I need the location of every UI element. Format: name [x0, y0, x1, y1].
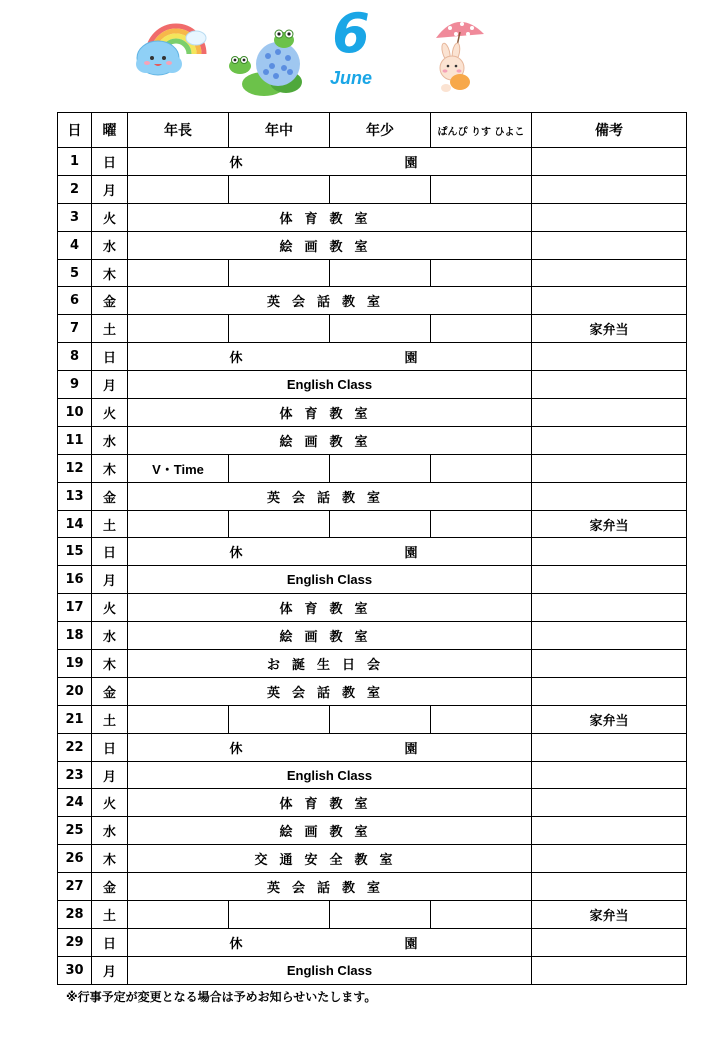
event-cell: 交通安全教室: [128, 845, 532, 873]
event-cell: 体育教室: [128, 789, 532, 817]
notes-cell: [532, 733, 687, 761]
table-row: [58, 371, 687, 399]
table-row: [58, 956, 687, 984]
notes-cell: [532, 175, 687, 203]
notes-cell: [532, 399, 687, 427]
nensho-cell: [330, 510, 431, 538]
notes-cell: [532, 622, 687, 650]
weekday: 月: [92, 371, 128, 399]
weekday: 水: [92, 231, 128, 259]
col-nenchu: 年中: [229, 113, 330, 148]
weekday: 木: [92, 259, 128, 287]
table-row: [58, 148, 687, 176]
day-number: 11: [58, 426, 92, 454]
younger-cell: [431, 705, 532, 733]
nensho-cell: [330, 259, 431, 287]
nencho-cell: V・Time: [128, 454, 229, 482]
notes-cell: 家弁当: [532, 315, 687, 343]
table-row: [58, 399, 687, 427]
table-row: [58, 733, 687, 761]
notes-cell: [532, 538, 687, 566]
event-cell: 絵画教室: [128, 426, 532, 454]
notes-cell: 家弁当: [532, 705, 687, 733]
table-row: [58, 677, 687, 705]
table-row: [58, 650, 687, 678]
month-number: 6: [332, 2, 370, 65]
event-cell: English Class: [128, 566, 532, 594]
weekday: 木: [92, 650, 128, 678]
day-number: 9: [58, 371, 92, 399]
event-cell: 休 園: [128, 733, 532, 761]
nencho-cell: [128, 901, 229, 929]
notes-cell: [532, 761, 687, 789]
weekday: 月: [92, 761, 128, 789]
table-row: [58, 789, 687, 817]
table-row: [58, 315, 687, 343]
header: [0, 0, 720, 110]
notes-cell: [532, 677, 687, 705]
weekday: 金: [92, 873, 128, 901]
day-number: 21: [58, 705, 92, 733]
schedule-table: [57, 112, 687, 985]
notes-cell: [532, 873, 687, 901]
table-row: [58, 566, 687, 594]
event-cell: 英会話教室: [128, 287, 532, 315]
event-cell: 英会話教室: [128, 873, 532, 901]
nencho-cell: [128, 315, 229, 343]
nensho-cell: [330, 454, 431, 482]
weekday: 金: [92, 482, 128, 510]
younger-cell: [431, 901, 532, 929]
day-number: 10: [58, 399, 92, 427]
weekday: 日: [92, 148, 128, 176]
day-number: 17: [58, 594, 92, 622]
event-cell: English Class: [128, 371, 532, 399]
event-cell: 体育教室: [128, 203, 532, 231]
col-younger: ぱんぴ りす ひよこ: [431, 113, 532, 148]
day-number: 25: [58, 817, 92, 845]
weekday: 日: [92, 928, 128, 956]
nensho-cell: [330, 175, 431, 203]
younger-cell: [431, 510, 532, 538]
nencho-cell: [128, 705, 229, 733]
month-name: June: [329, 68, 372, 88]
notes-cell: [532, 956, 687, 984]
day-number: 12: [58, 454, 92, 482]
col-notes: 備考: [532, 113, 687, 148]
nenchu-cell: [229, 901, 330, 929]
weekday: 金: [92, 677, 128, 705]
weekday: 日: [92, 538, 128, 566]
col-nencho: 年長: [128, 113, 229, 148]
event-cell: 休 園: [128, 148, 532, 176]
event-cell: English Class: [128, 761, 532, 789]
event-cell: 体育教室: [128, 594, 532, 622]
table-row: [58, 622, 687, 650]
day-number: 16: [58, 566, 92, 594]
day-number: 5: [58, 259, 92, 287]
rabbit-umbrella-icon: [428, 14, 488, 94]
header-row: [58, 113, 687, 148]
table-row: [58, 705, 687, 733]
table-row: [58, 454, 687, 482]
rainbow-cloud-icon: [134, 14, 212, 80]
nencho-cell: [128, 510, 229, 538]
col-day: 日: [58, 113, 92, 148]
weekday: 日: [92, 343, 128, 371]
notes-cell: [532, 928, 687, 956]
nenchu-cell: [229, 510, 330, 538]
weekday: 木: [92, 845, 128, 873]
weekday: 金: [92, 287, 128, 315]
weekday: 水: [92, 817, 128, 845]
table-row: [58, 901, 687, 929]
day-number: 26: [58, 845, 92, 873]
event-cell: 休 園: [128, 343, 532, 371]
day-number: 27: [58, 873, 92, 901]
event-cell: 英会話教室: [128, 482, 532, 510]
weekday: 土: [92, 315, 128, 343]
table-row: [58, 287, 687, 315]
event-cell: お誕生日会: [128, 650, 532, 678]
event-cell: English Class: [128, 956, 532, 984]
younger-cell: [431, 259, 532, 287]
weekday: 土: [92, 901, 128, 929]
weekday: 火: [92, 203, 128, 231]
nencho-cell: [128, 259, 229, 287]
schedule-body: [58, 148, 687, 985]
event-cell: 絵画教室: [128, 622, 532, 650]
col-weekday: 曜: [92, 113, 128, 148]
weekday: 水: [92, 426, 128, 454]
day-number: 28: [58, 901, 92, 929]
table-row: [58, 845, 687, 873]
day-number: 3: [58, 203, 92, 231]
event-cell: 体育教室: [128, 399, 532, 427]
day-number: 1: [58, 148, 92, 176]
table-row: [58, 817, 687, 845]
table-row: [58, 928, 687, 956]
table-row: [58, 203, 687, 231]
nenchu-cell: [229, 259, 330, 287]
notes-cell: [532, 371, 687, 399]
table-row: [58, 761, 687, 789]
day-number: 29: [58, 928, 92, 956]
table-row: [58, 175, 687, 203]
day-number: 15: [58, 538, 92, 566]
notes-cell: [532, 426, 687, 454]
table-row: [58, 510, 687, 538]
day-number: 6: [58, 287, 92, 315]
notes-cell: [532, 482, 687, 510]
table-row: [58, 538, 687, 566]
weekday: 火: [92, 399, 128, 427]
footnote: ※行事予定が変更となる場合は予めお知らせいたします。: [66, 990, 377, 1004]
notes-cell: [532, 594, 687, 622]
notes-cell: [532, 259, 687, 287]
event-cell: 絵画教室: [128, 817, 532, 845]
younger-cell: [431, 454, 532, 482]
nenchu-cell: [229, 454, 330, 482]
nenchu-cell: [229, 705, 330, 733]
event-cell: 休 園: [128, 928, 532, 956]
table-row: [58, 426, 687, 454]
notes-cell: [532, 148, 687, 176]
table-row: [58, 259, 687, 287]
table-row: [58, 873, 687, 901]
day-number: 30: [58, 956, 92, 984]
nensho-cell: [330, 315, 431, 343]
day-number: 13: [58, 482, 92, 510]
col-nensho: 年少: [330, 113, 431, 148]
nencho-cell: [128, 175, 229, 203]
weekday: 月: [92, 566, 128, 594]
weekday: 木: [92, 454, 128, 482]
notes-cell: [532, 287, 687, 315]
day-number: 23: [58, 761, 92, 789]
weekday: 火: [92, 789, 128, 817]
weekday: 日: [92, 733, 128, 761]
younger-cell: [431, 175, 532, 203]
weekday: 火: [92, 594, 128, 622]
table-row: [58, 343, 687, 371]
notes-cell: [532, 231, 687, 259]
nensho-cell: [330, 901, 431, 929]
notes-cell: 家弁当: [532, 510, 687, 538]
notes-cell: [532, 203, 687, 231]
day-number: 8: [58, 343, 92, 371]
notes-cell: [532, 845, 687, 873]
day-number: 20: [58, 677, 92, 705]
notes-cell: [532, 566, 687, 594]
weekday: 月: [92, 956, 128, 984]
day-number: 2: [58, 175, 92, 203]
nenchu-cell: [229, 175, 330, 203]
table-row: [58, 482, 687, 510]
day-number: 4: [58, 231, 92, 259]
event-cell: 休 園: [128, 538, 532, 566]
weekday: 土: [92, 705, 128, 733]
day-number: 19: [58, 650, 92, 678]
notes-cell: 家弁当: [532, 901, 687, 929]
frog-hydrangea-icon: [226, 24, 318, 98]
day-number: 24: [58, 789, 92, 817]
event-cell: 絵画教室: [128, 231, 532, 259]
day-number: 22: [58, 733, 92, 761]
notes-cell: [532, 817, 687, 845]
day-number: 18: [58, 622, 92, 650]
nensho-cell: [330, 705, 431, 733]
table-row: [58, 594, 687, 622]
younger-cell: [431, 315, 532, 343]
notes-cell: [532, 650, 687, 678]
table-row: [58, 231, 687, 259]
event-cell: 英会話教室: [128, 677, 532, 705]
weekday: 月: [92, 175, 128, 203]
weekday: 水: [92, 622, 128, 650]
day-number: 7: [58, 315, 92, 343]
notes-cell: [532, 789, 687, 817]
nenchu-cell: [229, 315, 330, 343]
notes-cell: [532, 454, 687, 482]
weekday: 土: [92, 510, 128, 538]
notes-cell: [532, 343, 687, 371]
day-number: 14: [58, 510, 92, 538]
